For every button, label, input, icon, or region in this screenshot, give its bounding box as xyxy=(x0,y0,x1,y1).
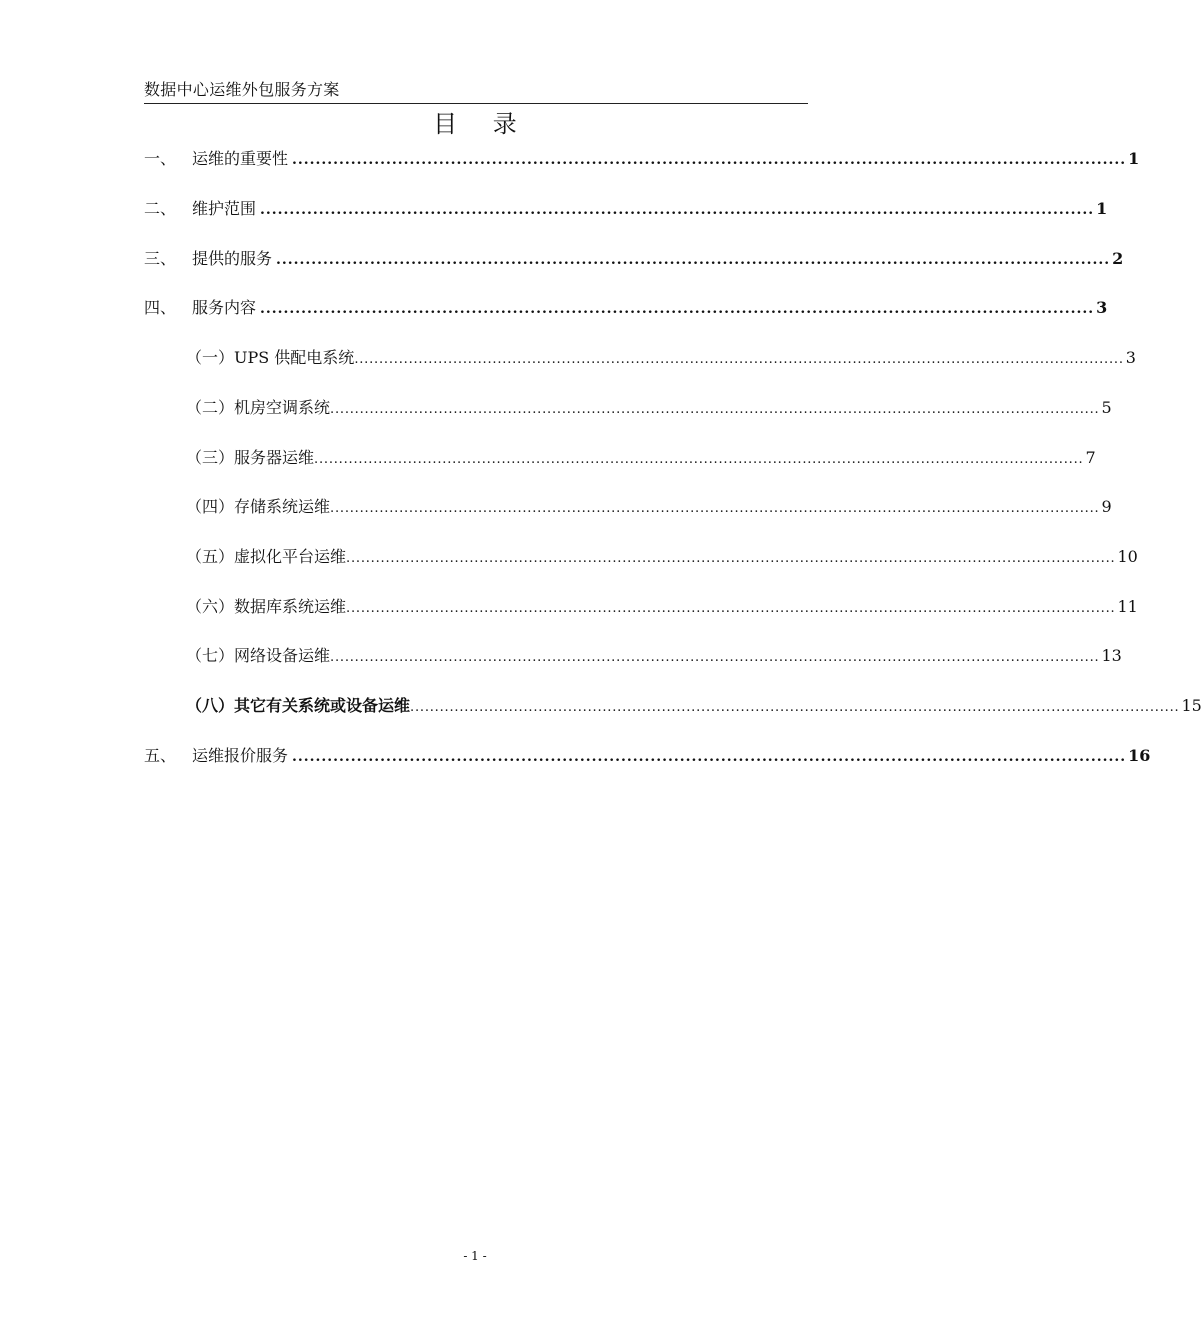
toc-entry-number: 二、 xyxy=(144,199,177,218)
toc-leader-dots: .............................................................................................................................................. xyxy=(292,152,1127,168)
toc-subentry-page: 11 xyxy=(1117,597,1138,616)
toc-leader-dots: ............................................................................................................................................................ xyxy=(410,700,1180,715)
toc-entry-page: 1 xyxy=(1128,149,1140,168)
toc-subentry[interactable] xyxy=(186,695,1202,717)
toc-leader-dots: ............................................................................................................................................................ xyxy=(314,452,1084,467)
toc-subentry-page: 15 xyxy=(1181,696,1202,715)
toc-subentry-label: （七）网络设备运维 xyxy=(186,646,331,665)
toc-leader-dots: .............................................................................................................................................. xyxy=(292,749,1127,765)
toc-entry[interactable] xyxy=(144,297,1108,319)
toc-subentry-page: 9 xyxy=(1101,497,1112,516)
toc-entry-label: 运维报价服务 xyxy=(192,746,289,765)
toc-entry-page: 2 xyxy=(1112,249,1124,268)
toc-leader-dots: ............................................................................................................................................................ xyxy=(330,650,1100,665)
toc-subentry[interactable] xyxy=(186,397,1112,419)
toc-entry-page: 1 xyxy=(1096,199,1108,218)
toc-entry-number: 四、 xyxy=(144,298,177,317)
page-number: - 1 - xyxy=(463,1249,487,1263)
toc-entry[interactable] xyxy=(144,745,1151,767)
toc-entry-number: 三、 xyxy=(144,249,177,268)
header-title: 数据中心运维外包服务方案 xyxy=(144,80,340,99)
toc-subentry[interactable] xyxy=(186,496,1112,518)
toc-leader-dots: ............................................................................................................................................................ xyxy=(354,352,1124,367)
toc-subentry[interactable] xyxy=(186,347,1136,369)
toc-subentry-label: （二）机房空调系统 xyxy=(186,398,331,417)
toc-subentry-page: 7 xyxy=(1085,448,1096,467)
toc-subentry[interactable] xyxy=(186,546,1138,568)
toc-entry-label: 运维的重要性 xyxy=(192,149,289,168)
toc-leader-dots: .............................................................................................................................................. xyxy=(260,301,1095,317)
toc-subentry-label: （三）服务器运维 xyxy=(186,448,315,467)
toc-subentry-page: 13 xyxy=(1101,646,1122,665)
toc-subentry-label: （六）数据库系统运维 xyxy=(186,597,347,616)
toc-subentry[interactable] xyxy=(186,596,1138,618)
toc-entry-number: 一、 xyxy=(144,149,177,168)
toc-subentry[interactable] xyxy=(186,645,1122,667)
toc-subentry[interactable] xyxy=(186,447,1096,469)
toc-entry-page: 16 xyxy=(1128,746,1151,765)
toc-entry-label: 服务内容 xyxy=(192,298,257,317)
toc-entry[interactable] xyxy=(144,148,1140,170)
toc-entry-label: 维护范围 xyxy=(192,199,257,218)
toc-entry[interactable] xyxy=(144,248,1124,270)
toc-subentry-label: （四）存储系统运维 xyxy=(186,497,331,516)
toc-subentry-page: 10 xyxy=(1117,547,1138,566)
toc-leader-dots: ............................................................................................................................................................ xyxy=(346,551,1116,566)
toc-entry-page: 3 xyxy=(1096,298,1108,317)
page-header xyxy=(144,78,808,104)
toc-leader-dots: .............................................................................................................................................. xyxy=(276,252,1111,268)
toc-subentry-page: 5 xyxy=(1101,398,1112,417)
toc-subentry-label: （八）其它有关系统或设备运维 xyxy=(186,696,411,715)
toc-subentry-page: 3 xyxy=(1125,348,1136,367)
toc-entry[interactable] xyxy=(144,198,1108,220)
toc-leader-dots: .............................................................................................................................................. xyxy=(260,202,1095,218)
toc-leader-dots: ............................................................................................................................................................ xyxy=(346,601,1116,616)
toc-leader-dots: ............................................................................................................................................................ xyxy=(330,501,1100,516)
toc-leader-dots: ............................................................................................................................................................ xyxy=(330,402,1100,417)
toc-entry-label: 提供的服务 xyxy=(192,249,273,268)
toc-entry-number: 五、 xyxy=(144,746,177,765)
toc-subentry-label: （一）UPS 供配电系统 xyxy=(186,348,355,367)
toc-subentry-label: （五）虚拟化平台运维 xyxy=(186,547,347,566)
toc-title: 目 录 xyxy=(433,110,531,138)
